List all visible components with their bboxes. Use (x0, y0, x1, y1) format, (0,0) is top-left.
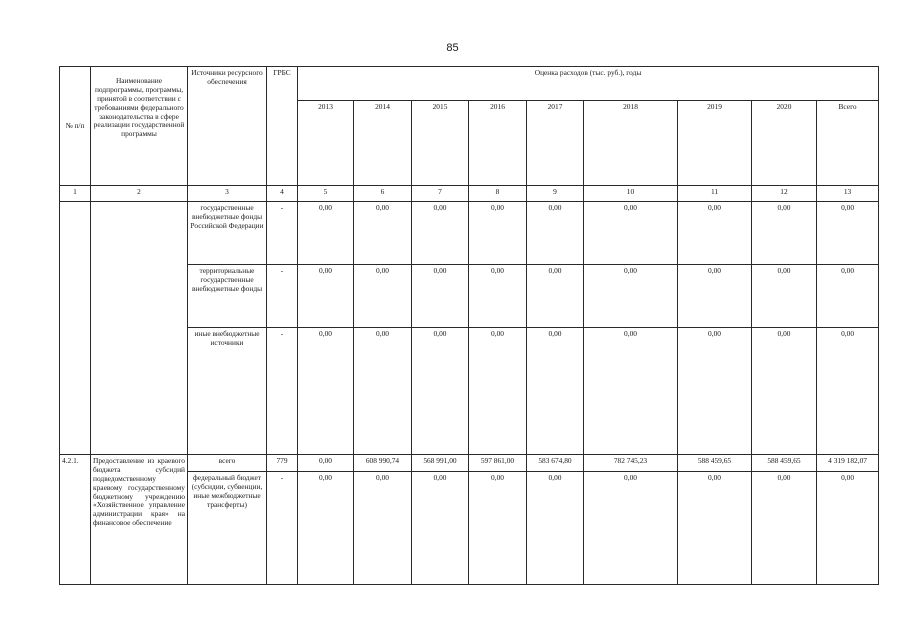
value-cell: 0,00 (412, 202, 469, 265)
value-cell: 0,00 (469, 328, 527, 455)
value-cell: 0,00 (298, 328, 354, 455)
source-cell: территориальные государственные внебюджетные фонды (188, 265, 267, 328)
year-header: 2014 (354, 101, 412, 186)
value-cell: 0,00 (469, 265, 527, 328)
grbs-cell: - (267, 265, 298, 328)
value-cell: 0,00 (354, 472, 412, 585)
year-header: 2017 (527, 101, 584, 186)
item-name: Предоставление из краевого бюджета субсидий подведомственному краевому государственному бюджетному учреждению «Хозяйственное управление администрации края» на финансовое обеспечение (91, 455, 188, 585)
value-cell: 0,00 (354, 265, 412, 328)
value-cell: 0,00 (584, 202, 678, 265)
header-name: Наименование подпрограммы, программы, принятой в соответствии с требованиями федерального законодательства в сфере реализации государственной программы (91, 67, 188, 186)
header-source: Источники ресурсного обеспечения (188, 67, 267, 186)
header-grbs: ГРБС (267, 67, 298, 186)
page-number: 85 (446, 42, 459, 54)
grbs-cell: - (267, 472, 298, 585)
value-cell: 597 861,00 (469, 455, 527, 472)
column-number: 10 (584, 186, 678, 202)
value-cell: 0,00 (412, 265, 469, 328)
value-cell: 0,00 (817, 472, 879, 585)
expenditure-table (59, 66, 879, 585)
value-cell: 0,00 (527, 202, 584, 265)
value-cell: 0,00 (678, 328, 752, 455)
header-num: № п/п (60, 67, 91, 186)
value-cell: 0,00 (678, 265, 752, 328)
value-cell: 0,00 (298, 455, 354, 472)
source-cell: иные внебюджетные источники (188, 328, 267, 455)
column-number: 1 (60, 186, 91, 202)
header-estimate: Оценка расходов (тыс. руб.), годы (298, 67, 879, 101)
column-number: 12 (752, 186, 817, 202)
value-cell: 0,00 (584, 472, 678, 585)
value-cell: 608 990,74 (354, 455, 412, 472)
source-cell: государственные внебюджетные фонды Российской Федерации (188, 202, 267, 265)
year-header: 2013 (298, 101, 354, 186)
column-number: 3 (188, 186, 267, 202)
table-row (60, 202, 879, 265)
column-number: 13 (817, 186, 879, 202)
value-cell: 588 459,65 (678, 455, 752, 472)
value-cell: 0,00 (752, 328, 817, 455)
value-cell: 0,00 (527, 472, 584, 585)
year-header: 2018 (584, 101, 678, 186)
value-cell: 0,00 (584, 328, 678, 455)
column-number: 8 (469, 186, 527, 202)
value-cell: 0,00 (752, 472, 817, 585)
year-header: Всего (817, 101, 879, 186)
year-header: 2016 (469, 101, 527, 186)
column-number: 6 (354, 186, 412, 202)
value-cell: 0,00 (469, 202, 527, 265)
value-cell: 0,00 (678, 472, 752, 585)
value-cell: 568 991,00 (412, 455, 469, 472)
grbs-cell: 779 (267, 455, 298, 472)
value-cell: 4 319 182,07 (817, 455, 879, 472)
value-cell: 782 745,23 (584, 455, 678, 472)
value-cell: 0,00 (298, 202, 354, 265)
year-header: 2020 (752, 101, 817, 186)
row-num-cell (60, 202, 91, 455)
value-cell: 0,00 (412, 328, 469, 455)
value-cell: 588 459,65 (752, 455, 817, 472)
year-header: 2015 (412, 101, 469, 186)
grbs-cell: - (267, 328, 298, 455)
value-cell: 0,00 (584, 265, 678, 328)
value-cell: 0,00 (678, 202, 752, 265)
value-cell: 0,00 (817, 202, 879, 265)
column-number: 9 (527, 186, 584, 202)
grbs-cell: - (267, 202, 298, 265)
column-number: 11 (678, 186, 752, 202)
table-row (60, 455, 879, 472)
value-cell: 0,00 (817, 328, 879, 455)
column-number: 5 (298, 186, 354, 202)
value-cell: 0,00 (298, 472, 354, 585)
item-number: 4.2.1. (60, 455, 91, 585)
value-cell: 0,00 (527, 328, 584, 455)
value-cell: 0,00 (527, 265, 584, 328)
column-number-row (60, 186, 879, 202)
value-cell: 0,00 (752, 202, 817, 265)
column-number: 2 (91, 186, 188, 202)
value-cell: 0,00 (469, 472, 527, 585)
year-header: 2019 (678, 101, 752, 186)
value-cell: 0,00 (752, 265, 817, 328)
source-cell: федеральный бюджет (субсидии, субвенции, иные межбюджетные трансферты) (188, 472, 267, 585)
value-cell: 0,00 (817, 265, 879, 328)
value-cell: 0,00 (354, 328, 412, 455)
source-cell: всего (188, 455, 267, 472)
value-cell: 0,00 (412, 472, 469, 585)
column-number: 4 (267, 186, 298, 202)
value-cell: 0,00 (354, 202, 412, 265)
column-number: 7 (412, 186, 469, 202)
row-name-cell (91, 202, 188, 455)
value-cell: 0,00 (298, 265, 354, 328)
header-row-top (60, 67, 879, 101)
value-cell: 583 674,80 (527, 455, 584, 472)
